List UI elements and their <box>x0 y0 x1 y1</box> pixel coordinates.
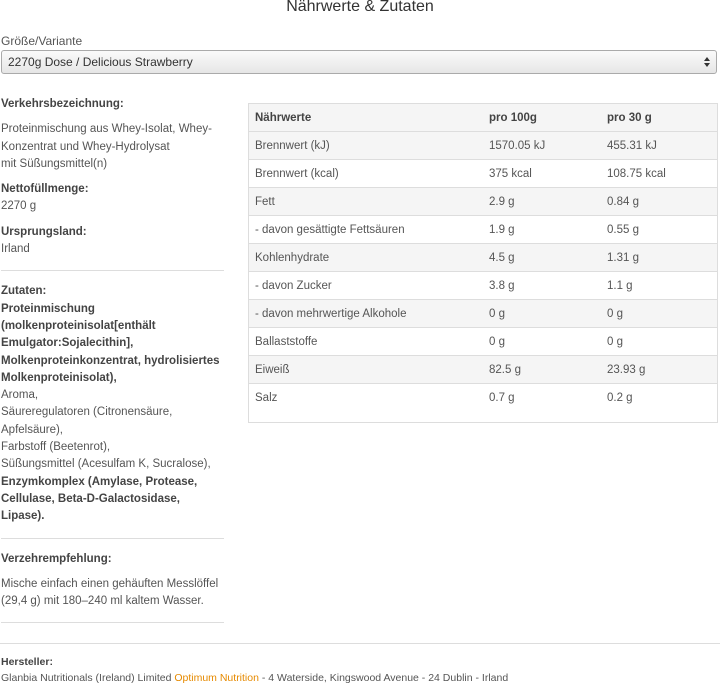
table-row <box>248 328 718 356</box>
cell: Brennwert (kJ) <box>248 132 482 160</box>
cell: 0.7 g <box>482 384 600 412</box>
table-row <box>248 160 718 188</box>
table-row <box>248 384 718 412</box>
cell: Kohlenhydrate <box>248 244 482 272</box>
manufacturer-address: - 4 Waterside, Kingswood Avenue - 24 Dublin - Irland <box>261 672 509 684</box>
cell: - davon Zucker <box>248 272 482 300</box>
cell: 1.1 g <box>600 272 718 300</box>
cell: Eiweiß <box>248 356 482 384</box>
usage-line: (29,4 g) mit 180–240 ml kaltem Wasser. <box>1 595 204 608</box>
table-row <box>248 188 718 216</box>
ingredient-line: Süßungsmittel (Acesulfam K, Sucralose), <box>1 458 211 471</box>
header-cell: pro 30 g <box>600 104 718 132</box>
cell: 0 g <box>600 300 718 328</box>
footer-divider <box>0 643 720 644</box>
table-row <box>248 244 718 272</box>
cell: 0.84 g <box>600 188 718 216</box>
manufacturer-label: Hersteller: <box>1 656 53 668</box>
table-row <box>248 300 718 328</box>
cell: Fett <box>248 188 482 216</box>
cell: 0 g <box>482 328 600 356</box>
cell: 455.31 kJ <box>600 132 718 160</box>
cell: 2.9 g <box>482 188 600 216</box>
ingredient-line: Molkenproteinkonzentrat, hydrolisiertes <box>1 354 220 367</box>
brand-link[interactable]: Optimum Nutrition <box>174 672 259 684</box>
cell: Ballaststoffe <box>248 328 482 356</box>
cell: Salz <box>248 384 482 412</box>
cell: 1570.05 kJ <box>482 132 600 160</box>
header-cell: pro 100g <box>482 104 600 132</box>
usage-line: Mische einfach einen gehäuften Messlöffel <box>1 577 219 590</box>
divider <box>1 622 224 623</box>
cell: - davon mehrwertige Alkohole <box>248 300 482 328</box>
table-row <box>248 132 718 160</box>
ingredient-line: Farbstoff (Beetenrot), <box>1 441 111 454</box>
usage-label: Verzehrempfehlung: <box>1 552 112 565</box>
cell: 0.2 g <box>600 384 718 412</box>
table-row <box>248 216 718 244</box>
cell: 1.9 g <box>482 216 600 244</box>
cell: 0.55 g <box>600 216 718 244</box>
designation-line: Konzentrat und Whey-Hydrolysat <box>1 140 170 153</box>
ingredient-line: Proteinmischung <box>1 302 95 315</box>
variant-label: Größe/Variante <box>1 34 83 48</box>
cell: 0 g <box>600 328 718 356</box>
manufacturer-info <box>1 672 508 684</box>
cell: 23.93 g <box>600 356 718 384</box>
cell: Brennwert (kcal) <box>248 160 482 188</box>
table-row <box>248 272 718 300</box>
designation-line: mit Süßungsmittel(n) <box>1 157 108 170</box>
net-label: Nettofüllmenge: <box>1 183 89 196</box>
origin-label: Ursprungsland: <box>1 225 87 238</box>
ingredients-label: Zutaten: <box>1 285 47 298</box>
nutrition-table <box>248 103 718 412</box>
product-info <box>1 96 224 623</box>
table-header-row <box>248 104 718 132</box>
manufacturer-company: Glanbia Nutritionals (Ireland) Limited <box>1 672 172 684</box>
cell: - davon gesättigte Fettsäuren <box>248 216 482 244</box>
cell: 108.75 kcal <box>600 160 718 188</box>
cell: 4.5 g <box>482 244 600 272</box>
variant-selected-value: 2270g Dose / Delicious Strawberry <box>8 55 193 69</box>
cell: 0 g <box>482 300 600 328</box>
page-title: Nährwerte & Zutaten <box>286 0 434 15</box>
ingredient-line: Molkenproteinisolat), <box>1 371 117 384</box>
table-row <box>248 356 718 384</box>
ingredient-line: Cellulase, Beta-D-Galactosidase, Lipase). <box>1 492 180 523</box>
ingredient-line: (molkenproteinisolat[enthält <box>1 319 156 332</box>
designation-label: Verkehrsbezeichnung: <box>1 98 124 110</box>
select-arrows-icon <box>703 55 711 69</box>
ingredient-line: Säureregulatoren (Citronensäure, <box>1 406 173 419</box>
net-value: 2270 g <box>1 200 37 213</box>
ingredient-line: Emulgator:Sojalecithin], <box>1 337 134 350</box>
cell: 375 kcal <box>482 160 600 188</box>
header-cell: Nährwerte <box>248 104 482 132</box>
variant-select[interactable] <box>1 50 717 74</box>
ingredient-line: Aroma, <box>1 389 39 402</box>
ingredient-line: Apfelsäure), <box>1 423 64 436</box>
origin-value: Irland <box>1 243 30 256</box>
cell: 3.8 g <box>482 272 600 300</box>
cell: 1.31 g <box>600 244 718 272</box>
cell: 82.5 g <box>482 356 600 384</box>
designation-line: Proteinmischung aus Whey-Isolat, Whey- <box>1 123 212 136</box>
ingredient-line: Enzymkomplex (Amylase, Protease, <box>1 475 198 488</box>
